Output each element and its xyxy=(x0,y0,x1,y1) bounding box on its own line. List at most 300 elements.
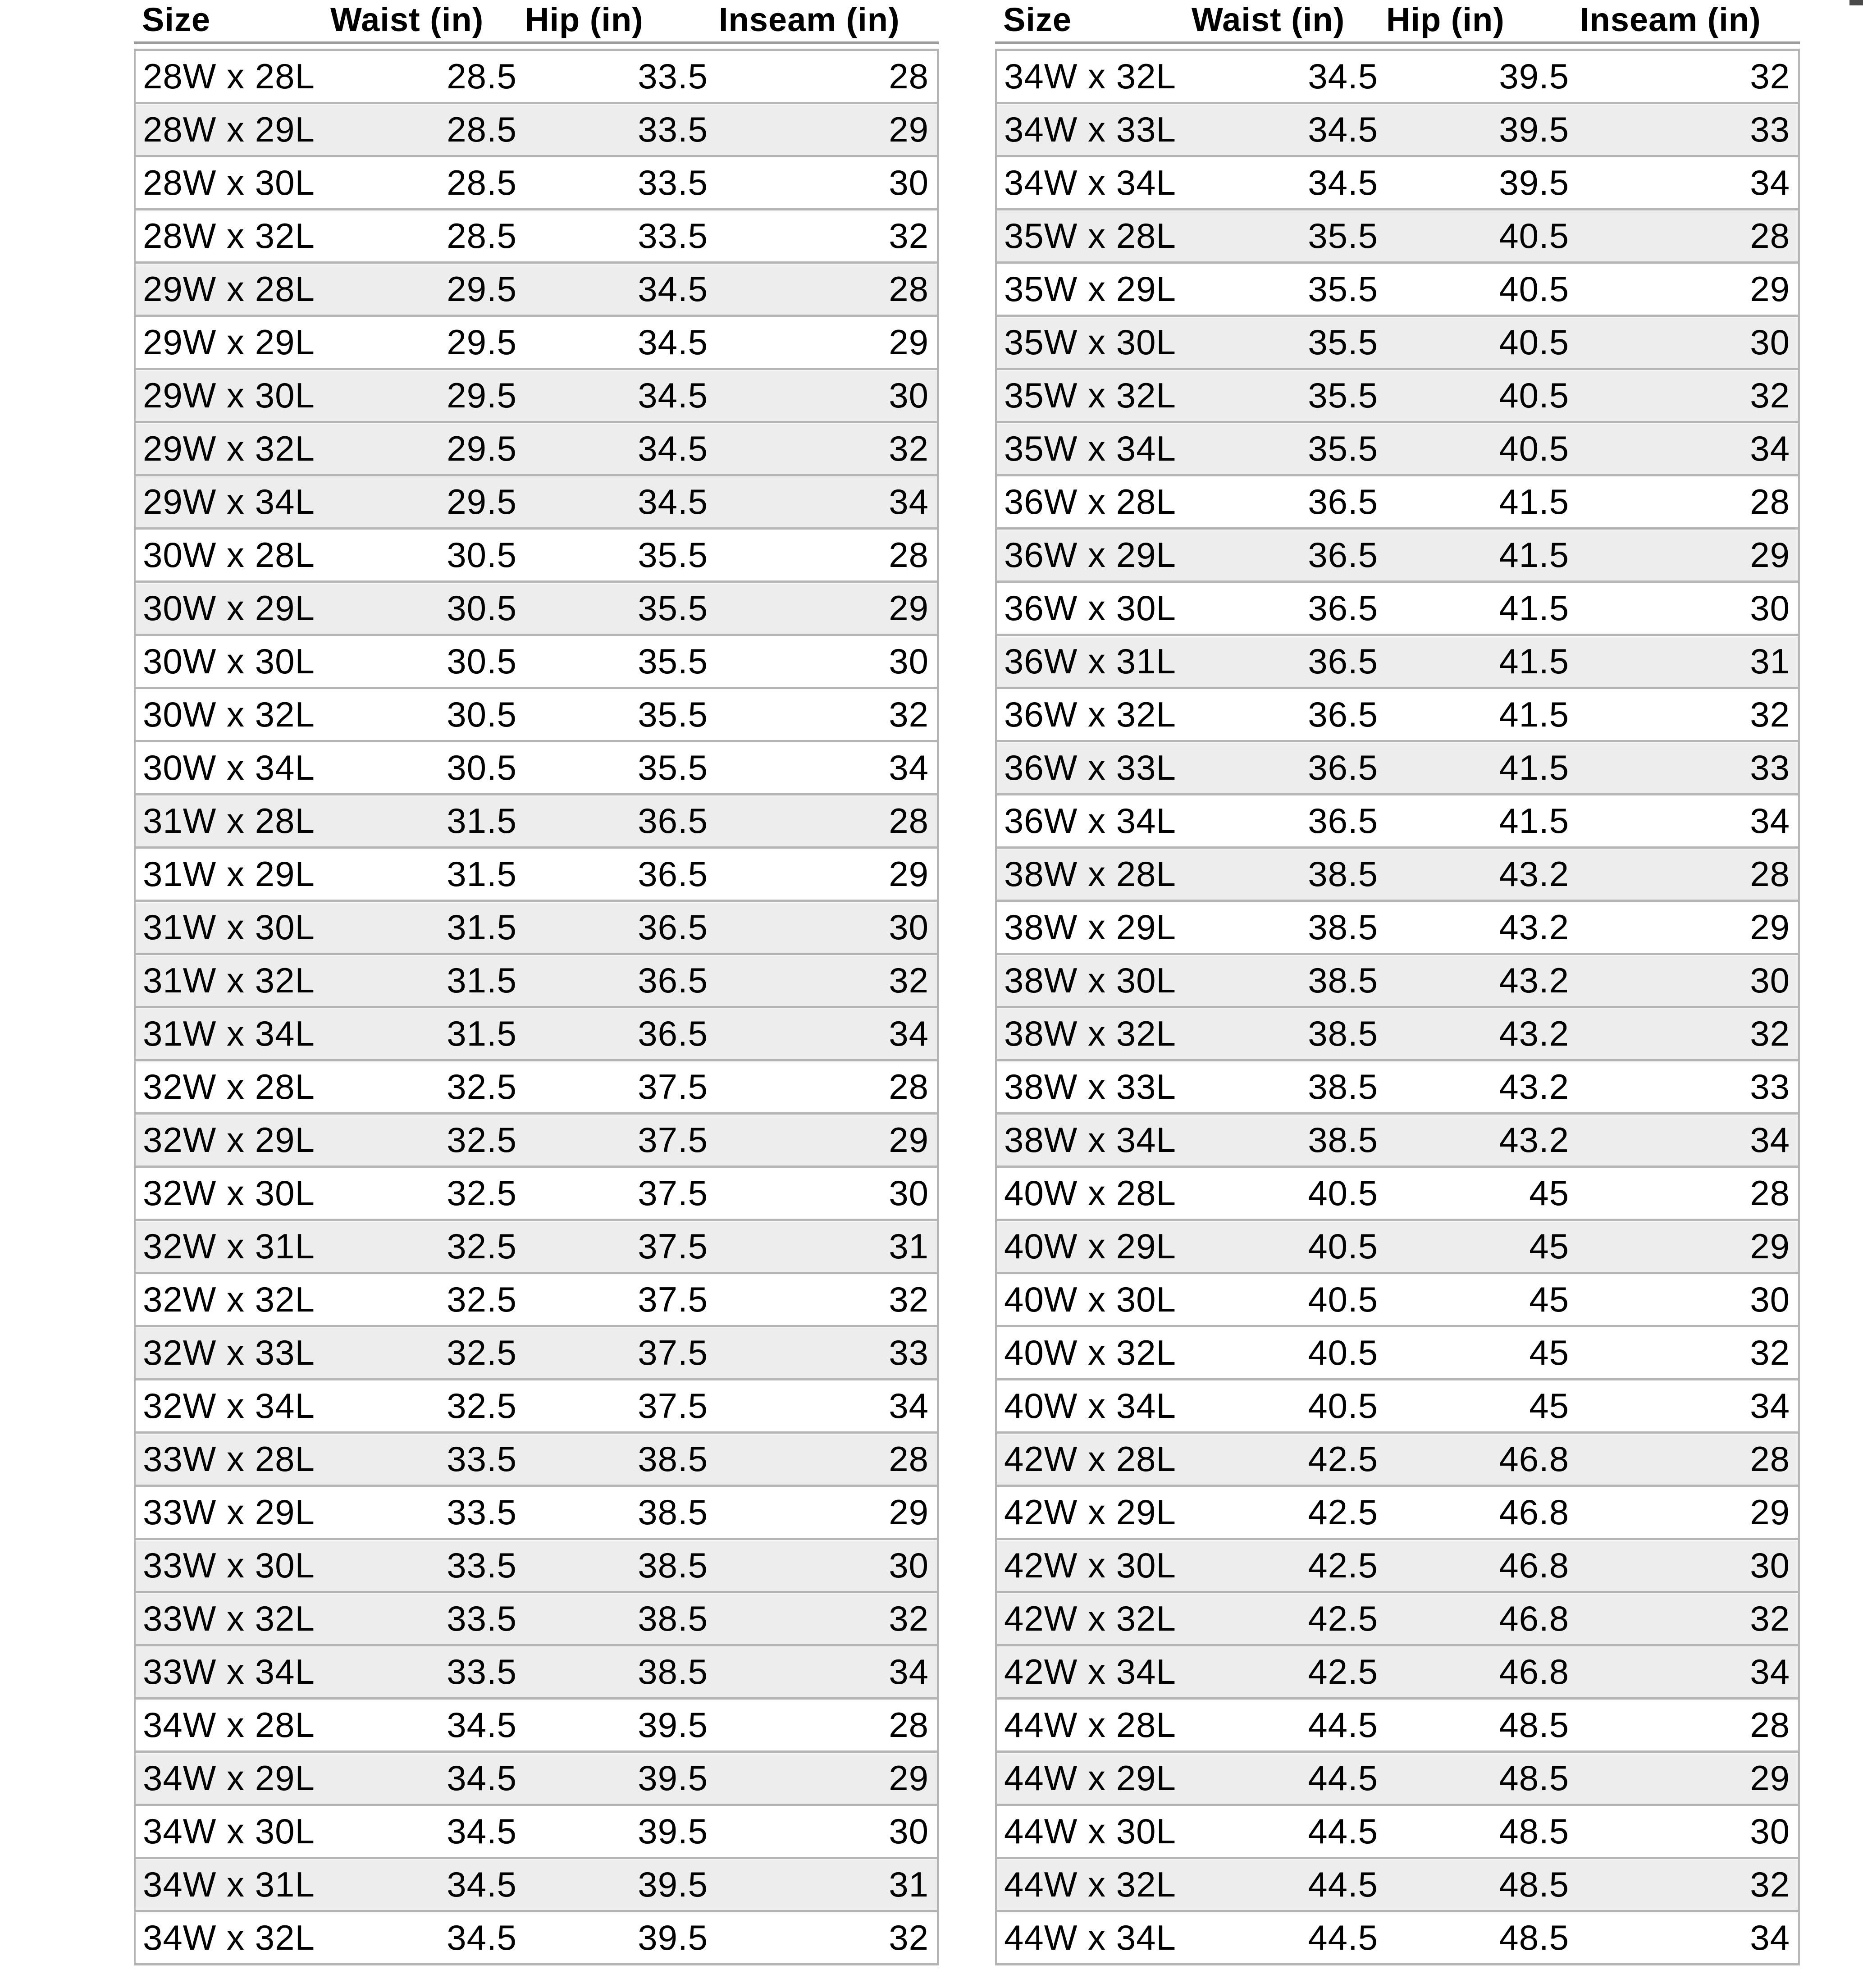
waist-cell: 42.5 xyxy=(1198,1646,1378,1697)
waist-cell: 42.5 xyxy=(1198,1434,1378,1485)
inseam-cell: 28 xyxy=(1569,1434,1798,1485)
table-row xyxy=(136,208,937,261)
waist-cell: 32.5 xyxy=(337,1221,517,1272)
inseam-cell: 33 xyxy=(708,1327,937,1378)
table-row xyxy=(136,1006,937,1059)
size-cell: 35W x 34L xyxy=(997,423,1198,474)
inseam-cell: 34 xyxy=(1569,157,1798,208)
table-row xyxy=(997,1165,1798,1219)
hip-cell: 43.2 xyxy=(1378,902,1569,953)
inseam-cell: 33 xyxy=(1569,1061,1798,1112)
hip-cell: 45 xyxy=(1378,1168,1569,1219)
size-cell: 28W x 32L xyxy=(136,210,337,261)
inseam-cell: 34 xyxy=(708,742,937,793)
table-row xyxy=(997,1059,1798,1112)
hip-cell: 34.5 xyxy=(517,476,708,527)
size-cell: 44W x 32L xyxy=(997,1859,1198,1910)
hip-cell: 43.2 xyxy=(1378,849,1569,900)
waist-cell: 30.5 xyxy=(337,742,517,793)
size-cell: 36W x 30L xyxy=(997,583,1198,634)
waist-cell: 30.5 xyxy=(337,583,517,634)
size-cell: 31W x 30L xyxy=(136,902,337,953)
waist-cell: 38.5 xyxy=(1198,849,1378,900)
inseam-cell: 30 xyxy=(708,902,937,953)
inseam-cell: 30 xyxy=(708,157,937,208)
inseam-cell: 30 xyxy=(1569,955,1798,1006)
waist-cell: 40.5 xyxy=(1198,1274,1378,1325)
table-row xyxy=(136,793,937,846)
size-cell: 42W x 30L xyxy=(997,1540,1198,1591)
hip-cell: 36.5 xyxy=(517,955,708,1006)
waist-cell: 35.5 xyxy=(1198,423,1378,474)
hip-cell: 35.5 xyxy=(517,530,708,580)
size-cell: 36W x 29L xyxy=(997,530,1198,580)
table-row xyxy=(136,261,937,315)
waist-cell: 38.5 xyxy=(1198,1061,1378,1112)
waist-cell: 33.5 xyxy=(337,1646,517,1697)
inseam-cell: 32 xyxy=(1569,370,1798,421)
table-header-row xyxy=(995,0,1800,41)
inseam-cell: 34 xyxy=(1569,1115,1798,1165)
inseam-cell: 29 xyxy=(1569,264,1798,315)
hip-cell: 40.5 xyxy=(1378,370,1569,421)
hip-cell: 38.5 xyxy=(517,1434,708,1485)
waist-cell: 34.5 xyxy=(1198,157,1378,208)
waist-cell: 42.5 xyxy=(1198,1540,1378,1591)
table-row xyxy=(997,1591,1798,1644)
inseam-cell: 34 xyxy=(708,476,937,527)
waist-cell: 32.5 xyxy=(337,1274,517,1325)
waist-cell: 44.5 xyxy=(1198,1912,1378,1963)
waist-cell: 29.5 xyxy=(337,370,517,421)
inseam-cell: 30 xyxy=(1569,1274,1798,1325)
hip-cell: 41.5 xyxy=(1378,583,1569,634)
table-row xyxy=(136,1910,937,1963)
size-cell: 32W x 29L xyxy=(136,1115,337,1165)
table-row xyxy=(136,1112,937,1165)
waist-cell: 42.5 xyxy=(1198,1487,1378,1538)
table-body xyxy=(995,49,1800,1965)
hip-cell: 48.5 xyxy=(1378,1700,1569,1750)
inseam-cell: 29 xyxy=(708,1753,937,1804)
size-cell: 35W x 29L xyxy=(997,264,1198,315)
table-row xyxy=(136,1538,937,1591)
table-row xyxy=(136,634,937,687)
header-divider xyxy=(995,41,1800,44)
inseam-cell: 28 xyxy=(708,51,937,102)
inseam-cell: 34 xyxy=(708,1646,937,1697)
inseam-cell: 34 xyxy=(1569,1380,1798,1431)
table-row xyxy=(136,421,937,474)
column-header-size: Size xyxy=(1003,1,1072,38)
waist-cell: 28.5 xyxy=(337,210,517,261)
table-row xyxy=(997,793,1798,846)
table-row xyxy=(136,1857,937,1910)
size-cell: 40W x 30L xyxy=(997,1274,1198,1325)
inseam-cell: 32 xyxy=(1569,1327,1798,1378)
waist-cell: 44.5 xyxy=(1198,1859,1378,1910)
column-header-size: Size xyxy=(142,1,211,38)
inseam-cell: 29 xyxy=(1569,1221,1798,1272)
waist-cell: 34.5 xyxy=(1198,104,1378,155)
size-cell: 34W x 34L xyxy=(997,157,1198,208)
size-cell: 42W x 32L xyxy=(997,1593,1198,1644)
table-row xyxy=(997,315,1798,368)
hip-cell: 34.5 xyxy=(517,317,708,368)
hip-cell: 41.5 xyxy=(1378,476,1569,527)
hip-cell: 39.5 xyxy=(1378,51,1569,102)
hip-cell: 37.5 xyxy=(517,1327,708,1378)
hip-cell: 36.5 xyxy=(517,795,708,846)
size-cell: 32W x 32L xyxy=(136,1274,337,1325)
hip-cell: 33.5 xyxy=(517,51,708,102)
size-cell: 42W x 29L xyxy=(997,1487,1198,1538)
waist-cell: 42.5 xyxy=(1198,1593,1378,1644)
hip-cell: 46.8 xyxy=(1378,1646,1569,1697)
inseam-cell: 34 xyxy=(708,1008,937,1059)
hip-cell: 38.5 xyxy=(517,1540,708,1591)
hip-cell: 38.5 xyxy=(517,1487,708,1538)
table-row xyxy=(136,1378,937,1431)
waist-cell: 32.5 xyxy=(337,1115,517,1165)
size-cell: 31W x 28L xyxy=(136,795,337,846)
table-row xyxy=(136,1804,937,1857)
inseam-cell: 29 xyxy=(708,1487,937,1538)
hip-cell: 39.5 xyxy=(517,1700,708,1750)
size-cell: 29W x 32L xyxy=(136,423,337,474)
inseam-cell: 33 xyxy=(1569,104,1798,155)
waist-cell: 30.5 xyxy=(337,636,517,687)
hip-cell: 48.5 xyxy=(1378,1859,1569,1910)
table-row xyxy=(136,1272,937,1325)
waist-cell: 32.5 xyxy=(337,1061,517,1112)
waist-cell: 38.5 xyxy=(1198,1115,1378,1165)
waist-cell: 35.5 xyxy=(1198,370,1378,421)
hip-cell: 38.5 xyxy=(517,1593,708,1644)
size-cell: 33W x 34L xyxy=(136,1646,337,1697)
size-cell: 36W x 28L xyxy=(997,476,1198,527)
waist-cell: 36.5 xyxy=(1198,583,1378,634)
inseam-cell: 32 xyxy=(708,955,937,1006)
inseam-cell: 30 xyxy=(708,1540,937,1591)
size-cell: 44W x 28L xyxy=(997,1700,1198,1750)
inseam-cell: 28 xyxy=(708,1700,937,1750)
table-row xyxy=(136,740,937,793)
size-cell: 38W x 34L xyxy=(997,1115,1198,1165)
hip-cell: 35.5 xyxy=(517,636,708,687)
size-cell: 36W x 34L xyxy=(997,795,1198,846)
waist-cell: 31.5 xyxy=(337,849,517,900)
waist-cell: 30.5 xyxy=(337,689,517,740)
hip-cell: 37.5 xyxy=(517,1380,708,1431)
size-cell: 36W x 32L xyxy=(997,689,1198,740)
table-row xyxy=(997,1431,1798,1485)
waist-cell: 35.5 xyxy=(1198,264,1378,315)
table-row xyxy=(997,1325,1798,1378)
hip-cell: 46.8 xyxy=(1378,1487,1569,1538)
size-cell: 28W x 28L xyxy=(136,51,337,102)
inseam-cell: 30 xyxy=(1569,1540,1798,1591)
hip-cell: 36.5 xyxy=(517,849,708,900)
hip-cell: 43.2 xyxy=(1378,1061,1569,1112)
size-cell: 44W x 29L xyxy=(997,1753,1198,1804)
hip-cell: 33.5 xyxy=(517,104,708,155)
table-row xyxy=(997,1006,1798,1059)
table-row xyxy=(997,846,1798,900)
table-row xyxy=(997,1378,1798,1431)
hip-cell: 45 xyxy=(1378,1380,1569,1431)
hip-cell: 37.5 xyxy=(517,1061,708,1112)
hip-cell: 48.5 xyxy=(1378,1753,1569,1804)
inseam-cell: 31 xyxy=(708,1859,937,1910)
inseam-cell: 28 xyxy=(708,795,937,846)
size-cell: 32W x 33L xyxy=(136,1327,337,1378)
size-cell: 44W x 34L xyxy=(997,1912,1198,1963)
hip-cell: 46.8 xyxy=(1378,1434,1569,1485)
hip-cell: 45 xyxy=(1378,1327,1569,1378)
table-row xyxy=(136,1697,937,1750)
waist-cell: 34.5 xyxy=(1198,51,1378,102)
table-row xyxy=(136,368,937,421)
hip-cell: 43.2 xyxy=(1378,1115,1569,1165)
hip-cell: 41.5 xyxy=(1378,530,1569,580)
size-cell: 38W x 30L xyxy=(997,955,1198,1006)
hip-cell: 39.5 xyxy=(517,1753,708,1804)
table-row xyxy=(997,953,1798,1006)
waist-cell: 33.5 xyxy=(337,1487,517,1538)
table-header-row xyxy=(134,0,939,41)
hip-cell: 39.5 xyxy=(1378,104,1569,155)
table-row xyxy=(997,1804,1798,1857)
inseam-cell: 28 xyxy=(708,1434,937,1485)
waist-cell: 35.5 xyxy=(1198,317,1378,368)
table-row xyxy=(136,900,937,953)
waist-cell: 36.5 xyxy=(1198,476,1378,527)
size-cell: 28W x 30L xyxy=(136,157,337,208)
size-cell: 30W x 28L xyxy=(136,530,337,580)
size-cell: 40W x 34L xyxy=(997,1380,1198,1431)
size-cell: 35W x 30L xyxy=(997,317,1198,368)
waist-cell: 31.5 xyxy=(337,902,517,953)
hip-cell: 36.5 xyxy=(517,902,708,953)
inseam-cell: 29 xyxy=(1569,1487,1798,1538)
size-cell: 32W x 31L xyxy=(136,1221,337,1272)
waist-cell: 36.5 xyxy=(1198,689,1378,740)
hip-cell: 39.5 xyxy=(517,1806,708,1857)
inseam-cell: 28 xyxy=(1569,210,1798,261)
table-row xyxy=(136,1750,937,1804)
column-header-hip: Hip (in) xyxy=(525,1,644,38)
hip-cell: 41.5 xyxy=(1378,742,1569,793)
waist-cell: 40.5 xyxy=(1198,1327,1378,1378)
table-row xyxy=(997,51,1798,102)
table-row xyxy=(997,740,1798,793)
inseam-cell: 28 xyxy=(708,1061,937,1112)
inseam-cell: 31 xyxy=(1569,636,1798,687)
waist-cell: 34.5 xyxy=(337,1753,517,1804)
size-cell: 38W x 29L xyxy=(997,902,1198,953)
inseam-cell: 29 xyxy=(708,104,937,155)
size-chart-table-left xyxy=(134,0,939,1965)
size-cell: 34W x 33L xyxy=(997,104,1198,155)
table-row xyxy=(136,1219,937,1272)
inseam-cell: 34 xyxy=(1569,1646,1798,1697)
inseam-cell: 34 xyxy=(1569,1912,1798,1963)
inseam-cell: 28 xyxy=(1569,1168,1798,1219)
inseam-cell: 32 xyxy=(708,689,937,740)
column-header-inseam: Inseam (in) xyxy=(719,1,900,38)
size-cell: 32W x 34L xyxy=(136,1380,337,1431)
size-cell: 34W x 30L xyxy=(136,1806,337,1857)
inseam-cell: 32 xyxy=(1569,1859,1798,1910)
size-cell: 42W x 28L xyxy=(997,1434,1198,1485)
size-cell: 35W x 28L xyxy=(997,210,1198,261)
waist-cell: 29.5 xyxy=(337,476,517,527)
inseam-cell: 29 xyxy=(708,849,937,900)
waist-cell: 28.5 xyxy=(337,51,517,102)
size-cell: 38W x 28L xyxy=(997,849,1198,900)
waist-cell: 35.5 xyxy=(1198,210,1378,261)
waist-cell: 34.5 xyxy=(337,1912,517,1963)
column-header-hip: Hip (in) xyxy=(1386,1,1505,38)
hip-cell: 34.5 xyxy=(517,423,708,474)
size-cell: 31W x 29L xyxy=(136,849,337,900)
table-row xyxy=(136,315,937,368)
waist-cell: 38.5 xyxy=(1198,902,1378,953)
inseam-cell: 30 xyxy=(1569,583,1798,634)
waist-cell: 31.5 xyxy=(337,1008,517,1059)
table-row xyxy=(136,474,937,527)
table-row xyxy=(136,1325,937,1378)
column-header-inseam: Inseam (in) xyxy=(1580,1,1761,38)
size-cell: 31W x 32L xyxy=(136,955,337,1006)
table-row xyxy=(136,687,937,740)
inseam-cell: 29 xyxy=(1569,1753,1798,1804)
waist-cell: 33.5 xyxy=(337,1540,517,1591)
size-cell: 36W x 31L xyxy=(997,636,1198,687)
hip-cell: 37.5 xyxy=(517,1221,708,1272)
table-row xyxy=(997,208,1798,261)
size-cell: 33W x 29L xyxy=(136,1487,337,1538)
hip-cell: 39.5 xyxy=(517,1859,708,1910)
waist-cell: 31.5 xyxy=(337,795,517,846)
table-row xyxy=(997,261,1798,315)
waist-cell: 29.5 xyxy=(337,264,517,315)
hip-cell: 34.5 xyxy=(517,264,708,315)
table-row xyxy=(136,1485,937,1538)
table-row xyxy=(136,155,937,208)
inseam-cell: 29 xyxy=(1569,902,1798,953)
hip-cell: 40.5 xyxy=(1378,264,1569,315)
hip-cell: 48.5 xyxy=(1378,1912,1569,1963)
size-cell: 34W x 32L xyxy=(136,1912,337,1963)
hip-cell: 36.5 xyxy=(517,1008,708,1059)
size-cell: 33W x 28L xyxy=(136,1434,337,1485)
table-row xyxy=(136,51,937,102)
hip-cell: 35.5 xyxy=(517,742,708,793)
table-row xyxy=(136,1165,937,1219)
size-cell: 29W x 30L xyxy=(136,370,337,421)
waist-cell: 32.5 xyxy=(337,1327,517,1378)
hip-cell: 40.5 xyxy=(1378,423,1569,474)
column-header-waist: Waist (in) xyxy=(1192,1,1345,38)
waist-cell: 31.5 xyxy=(337,955,517,1006)
table-row xyxy=(136,1591,937,1644)
inseam-cell: 28 xyxy=(1569,1700,1798,1750)
inseam-cell: 34 xyxy=(1569,795,1798,846)
table-row xyxy=(997,687,1798,740)
hip-cell: 39.5 xyxy=(1378,157,1569,208)
hip-cell: 43.2 xyxy=(1378,1008,1569,1059)
inseam-cell: 30 xyxy=(708,370,937,421)
inseam-cell: 29 xyxy=(708,317,937,368)
inseam-cell: 30 xyxy=(708,1168,937,1219)
table-row xyxy=(997,900,1798,953)
inseam-cell: 33 xyxy=(1569,742,1798,793)
hip-cell: 46.8 xyxy=(1378,1540,1569,1591)
size-cell: 38W x 32L xyxy=(997,1008,1198,1059)
table-row xyxy=(136,953,937,1006)
waist-cell: 40.5 xyxy=(1198,1221,1378,1272)
size-cell: 34W x 32L xyxy=(997,51,1198,102)
inseam-cell: 30 xyxy=(708,636,937,687)
table-row xyxy=(136,102,937,155)
size-cell: 32W x 28L xyxy=(136,1061,337,1112)
size-cell: 33W x 32L xyxy=(136,1593,337,1644)
table-row xyxy=(997,1272,1798,1325)
size-cell: 28W x 29L xyxy=(136,104,337,155)
hip-cell: 35.5 xyxy=(517,583,708,634)
waist-cell: 28.5 xyxy=(337,104,517,155)
waist-cell: 36.5 xyxy=(1198,742,1378,793)
waist-cell: 38.5 xyxy=(1198,955,1378,1006)
waist-cell: 33.5 xyxy=(337,1434,517,1485)
inseam-cell: 30 xyxy=(708,1806,937,1857)
table-row xyxy=(136,846,937,900)
waist-cell: 29.5 xyxy=(337,423,517,474)
table-row xyxy=(997,580,1798,634)
waist-cell: 36.5 xyxy=(1198,530,1378,580)
hip-cell: 41.5 xyxy=(1378,636,1569,687)
inseam-cell: 32 xyxy=(1569,51,1798,102)
size-cell: 30W x 29L xyxy=(136,583,337,634)
hip-cell: 34.5 xyxy=(517,370,708,421)
hip-cell: 43.2 xyxy=(1378,955,1569,1006)
waist-cell: 29.5 xyxy=(337,317,517,368)
size-cell: 35W x 32L xyxy=(997,370,1198,421)
size-chart-table-right xyxy=(995,0,1800,1965)
inseam-cell: 28 xyxy=(708,264,937,315)
waist-cell: 38.5 xyxy=(1198,1008,1378,1059)
table-row xyxy=(997,527,1798,580)
inseam-cell: 32 xyxy=(1569,1593,1798,1644)
waist-cell: 30.5 xyxy=(337,530,517,580)
waist-cell: 33.5 xyxy=(337,1593,517,1644)
waist-cell: 34.5 xyxy=(337,1806,517,1857)
size-cell: 31W x 34L xyxy=(136,1008,337,1059)
hip-cell: 45 xyxy=(1378,1221,1569,1272)
table-row xyxy=(997,1750,1798,1804)
hip-cell: 33.5 xyxy=(517,157,708,208)
waist-cell: 32.5 xyxy=(337,1380,517,1431)
hip-cell: 37.5 xyxy=(517,1274,708,1325)
inseam-cell: 28 xyxy=(1569,476,1798,527)
column-header-waist: Waist (in) xyxy=(330,1,484,38)
hip-cell: 37.5 xyxy=(517,1168,708,1219)
inseam-cell: 31 xyxy=(708,1221,937,1272)
table-row xyxy=(997,1112,1798,1165)
size-cell: 38W x 33L xyxy=(997,1061,1198,1112)
